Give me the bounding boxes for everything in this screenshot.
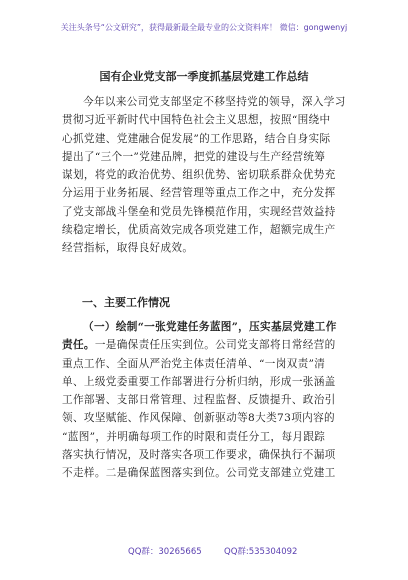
- paragraph-line: “蓝图”，并明确每项工作的时限和责任分工，每月跟踪: [62, 430, 326, 443]
- header-banner: 关注头条号“公文研究”，获得最新最全最专业的公文资料库！ 微信：gongwenyj: [60, 23, 348, 32]
- footer: [0, 545, 408, 557]
- paragraph-line: 了党支部战斗堡垒和党员先锋模范作用，实现经营效益持: [62, 205, 336, 218]
- qq-group-1: QQ群：30265665: [128, 547, 202, 557]
- paragraph-line: 贯彻习近平新时代中国特色社会主义思想，按照“围绕中: [62, 114, 331, 127]
- qq-group-2: QQ群:535304092: [224, 547, 298, 557]
- paragraph-line: 领、攻坚赋能、作风保障、创新驱动等8大类73项内容的: [62, 412, 335, 425]
- paragraph-line: 工作部署、支部日常管理、过程监督、反馈提升、政治引: [62, 394, 336, 407]
- paragraph-line: 提出了“三个一”党建品牌，把党的建设与生产经营统筹: [62, 150, 326, 163]
- paragraph-line: 经营指标，取得良好成效。: [62, 242, 194, 255]
- paragraph-line: 续稳定增长，优质高效完成各项党建工作，超额完成生产: [62, 224, 336, 237]
- paragraph-line: [62, 336, 350, 354]
- paragraph-line: 分运用于业务拓展、经营管理等重点工作之中，充分发挥: [62, 187, 336, 200]
- paragraph-line: 落实执行情况，及时落实各项工作要求，确保执行不漏项: [62, 449, 336, 462]
- paragraph-text: 一是确保责任压实到位。公司党支部将日常经营的: [94, 339, 336, 352]
- subsection-paragraph: [62, 318, 350, 483]
- paragraph-line: 今年以来公司党支部坚定不移坚持党的领导，深入学习: [83, 96, 346, 108]
- paragraph-line: 单、上级党委重要工作部署进行分析归纳，形成一张涵盖: [62, 375, 336, 388]
- paragraph-line: 谋划，将党的政治优势、组织优势、密切联系群众优势充: [62, 169, 336, 182]
- document-title: 国有企业党支部一季度抓基层党建工作总结: [99, 70, 309, 83]
- intro-paragraph: [62, 93, 350, 258]
- paragraph-line: 心抓党建、党建融合促发展”的工作思路，结合自身实际: [62, 132, 331, 145]
- subsection-heading-tail: 责任。: [62, 339, 95, 352]
- paragraph-line: 重点工作、全面从严治党主体责任清单、“一岗双责”清: [62, 357, 326, 370]
- paragraph-line: 不走样。二是确保蓝图落实到位。公司党支部建立党建工: [62, 467, 336, 480]
- subsection-heading: （一）绘制“一张党建任务蓝图”，压实基层党建工作: [83, 321, 337, 333]
- section-heading: 一、主要工作情况: [82, 296, 170, 309]
